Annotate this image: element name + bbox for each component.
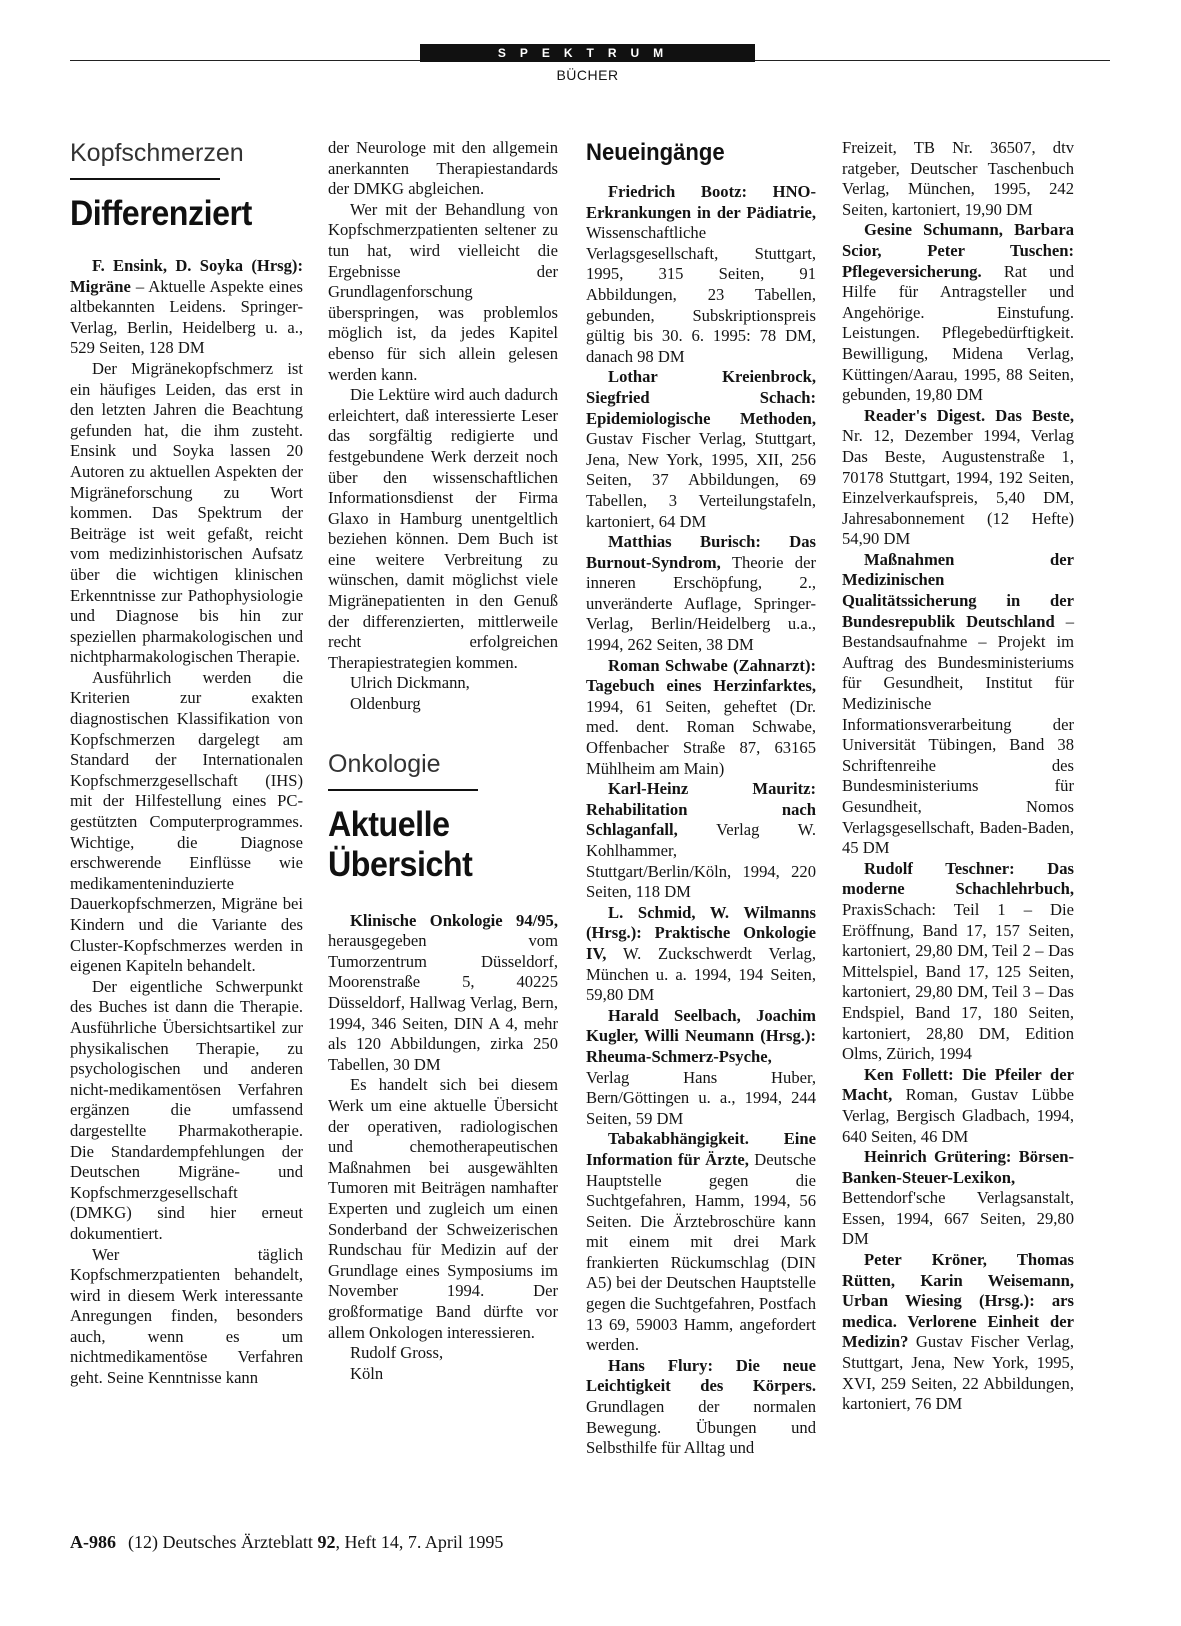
topic-label: Onkologie <box>328 749 441 778</box>
book-entry-details: Roman, Gustav Lübbe Verlag, Bergisch Gladbach, 1994, 640 Seiten, 46 DM <box>842 1085 1074 1146</box>
book-reference-bold: F. Ensink, D. Soyka (Hrsg): Migräne <box>70 256 303 296</box>
book-entry-title: Rudolf Teschner: Das moderne Schachlehrbuch, <box>842 858 1074 899</box>
column-4 <box>842 138 1074 1415</box>
book-entry-details: Gustav Fischer Verlag, Stuttgart, Jena, New York, 1995, XII, 256 Seiten, 37 Abbildungen, 69 Tabellen, 3 Verteilungstafeln, kartoniert, 64 DM <box>586 429 816 531</box>
book-entry-details: Verlag Hans Huber, Bern/Göttingen u. a., 1994, 244 Seiten, 59 DM <box>586 1067 816 1128</box>
book-entry-details: Theorie der inneren Erschöpfung, 2., unveränderte Auflage, Springer-Verlag, Berlin/Heidelberg u.a., 1994, 262 Seiten, 38 DM <box>586 552 816 655</box>
entry-continuation: Freizeit, TB Nr. 36507, dtv ratgeber, Deutscher Taschenbuch Verlag, München, 1995, 242 Seiten, kartoniert, 19,90 DM <box>842 138 1074 219</box>
book-entry <box>842 859 1074 1065</box>
book-entry-details: Nr. 12, Dezember 1994, Verlag Das Beste, Augustenstraße 1, 70178 Stuttgart, 1994, 192 Seiten, Einzelverkaufspreis, 5,40 DM, Jahresabonnement (12 Hefte) 54,90 DM <box>842 426 1074 549</box>
topic-label: Kopfschmerzen <box>70 139 244 167</box>
book-entry-details: Verlag W. Kohlhammer, Stuttgart/Berlin/Köln, 1994, 220 Seiten, 118 DM <box>586 820 816 902</box>
column-1 <box>70 138 303 1389</box>
neueingaenge-list-continued <box>842 220 1074 1414</box>
book-entry <box>842 406 1074 550</box>
book-entry-title: Hans Flury: Die neue Leichtigkeit des Körpers. <box>586 1355 816 1396</box>
book-entry-title: Maßnahmen der Medizinischen Qualitätssicherung in der Bundesrepublik Deutschland <box>842 549 1074 631</box>
article-headline: Differenziert <box>70 194 252 233</box>
book-entry-title: Friedrich Bootz: HNO-Erkrankungen in der Pädiatrie, <box>586 182 816 222</box>
book-reference <box>328 911 558 1076</box>
section-label: BÜCHER <box>556 67 619 83</box>
book-entry-details: Grundlagen der normalen Bewegung. Übungen und Selbsthilfe für Alltag und <box>586 1397 816 1458</box>
book-entry-details: 1994, 61 Seiten, geheftet (Dr. med. dent. Roman Schwabe, Offenbacher Straße 87, 63165 Mühlheim am Main) <box>586 696 816 778</box>
book-entry-details: PraxisSchach: Teil 1 – Die Eröffnung, Band 17, 157 Seiten, kartoniert, 29,80 DM, Teil 2 – Das Mittelspiel, Band 17, 125 Seiten, kartoniert, 29,80 DM, Teil 3 – Das Endspiel, Band 17, 180 Seiten, kartoniert, 28,80 DM, Edition Olms, Zürich, 1994 <box>842 899 1074 1064</box>
book-entry-title: Reader's Digest. Das Beste, <box>864 405 1074 425</box>
book-reference-rest: herausgegeben vom Tumorzentrum Düsseldorf, Moorenstraße 5, 40225 Düsseldorf, Hallwag Verlag, Bern, 1994, 346 Seiten, DIN A 4, mehr als 120 Abbildungen, zirka 250 Tabellen, 30 DM <box>328 931 558 1074</box>
paragraph: Wer mit der Behandlung von Kopfschmerzpatienten seltener zu tun hat, wird vielleicht die Ergebnisse der Grundlagenforschung überspringen, was problemlos möglich ist, da jedes Kapitel ebenso für sich allein gelesen werden kann. <box>328 199 558 384</box>
volume-number: 92 <box>317 1532 336 1552</box>
issue-text-post: , Heft 14, 7. April 1995 <box>335 1532 504 1552</box>
book-entry <box>842 550 1074 859</box>
issue-text-pre: (12) Deutsches Ärzteblatt <box>128 1532 318 1552</box>
page-number: A-986 <box>70 1532 116 1552</box>
section-kicker: SPEKTRUM <box>420 44 755 62</box>
paragraph: Die Lektüre wird auch dadurch erleichtert, daß interessierte Leser das sorgfältig redigierte und festgebundene Werk derzeit noch über den wissenschaftlichen Informationsdienst der Firma Glaxo in Hamburg unentgeltlich beziehen können. Dem Buch ist eine weitere Verbreitung zu wünschen, damit möglichst viele Migränepatienten in den Genuß der differenzierten, mittlerweile recht erfolgreichen Therapiestrategien kommen. <box>328 385 558 672</box>
book-entry-title: L. Schmid, W. Wilmanns (Hrsg.): Praktische Onkologie IV, <box>586 902 816 963</box>
page-footer <box>70 1532 503 1553</box>
book-entry <box>586 1356 816 1459</box>
book-reference-bold: Klinische Onkologie 94/95, <box>350 910 558 930</box>
book-entry <box>586 182 816 367</box>
book-entry <box>586 779 816 903</box>
paragraph: Der eigentliche Schwerpunkt des Buches ist dann die Therapie. Ausführliche Übersichtsartikel zur physikalischen Therapie, zu psychologischen und anderen nicht-medikamentösen Verfahren ergänzen die umfassend dargestellte Pharmakotherapie. Die Standardempfehlungen der Deutschen Migräne- und Kopfschmerzgesellschaft (DMKG) sind hier erneut dokumentiert. <box>70 976 303 1243</box>
book-entry <box>586 1129 816 1356</box>
book-entry <box>842 220 1074 405</box>
book-entry-title: Roman Schwabe (Zahnarzt): Tagebuch eines Herzinfarktes, <box>586 655 816 696</box>
topic-rule <box>70 178 220 180</box>
book-entry-title: Matthias Burisch: Das Burnout-Syndrom, <box>586 532 816 572</box>
book-reference-rest: – Aktuelle Aspekte eines altbekannten Leidens. Springer-Verlag, Berlin, Heidelberg u. a., 529 Seiten, 128 DM <box>70 276 303 358</box>
book-entry <box>586 367 816 532</box>
book-reference <box>70 256 303 359</box>
book-entry-details: Bettendorf'sche Verlagsanstalt, Essen, 1994, 667 Seiten, 29,80 DM <box>842 1188 1074 1249</box>
author-city: Oldenburg <box>350 694 421 714</box>
book-entry-details: Rat und Hilfe für Antragsteller und Angehörige. Einstufung. Leistungen. Pflegebedürftigkeit. Bewilligung, Midena Verlag, Küttingen/Aarau, 1995, 88 Seiten, gebunden, 19,80 DM <box>842 261 1074 405</box>
article-headline <box>328 805 540 885</box>
author-name: Rudolf Gross, <box>350 1343 444 1363</box>
book-entry <box>842 1147 1074 1250</box>
column-2 <box>328 138 558 1384</box>
book-entry-title: Peter Kröner, Thomas Rütten, Karin Weisemann, Urban Wiesing (Hrsg.): ars medica. Verlorene Einheit der Medizin? <box>842 1250 1074 1352</box>
book-entry-details: Wissenschaftliche Verlagsgesellschaft, Stuttgart, 1995, 315 Seiten, 91 Abbildungen, 23 Tabellen, gebunden, Subskriptionspreis gültig bis 30. 6. 1995: 78 DM, danach 98 DM <box>586 223 816 366</box>
paragraph: Es handelt sich bei diesem Werk um eine aktuelle Übersicht der operativen, radiologischen und chemotherapeutischen Maßnahmen bei ausgewählten Tumoren mit Beiträgen namhafter Experten und zugleich um einen Sonderband der Schweizerischen Rundschau für Medizin auf der Grundlage eines Symposiums im November 1994. Der großformatige Band dürfte vor allem Onkologen interessieren. <box>328 1075 558 1342</box>
book-entry-title: Harald Seelbach, Joachim Kugler, Willi Neumann (Hrsg.): Rheuma-Schmerz-Psyche, <box>586 1005 816 1066</box>
book-entry-title: Lothar Kreienbrock, Siegfried Schach: Epidemiologische Methoden, <box>586 367 816 428</box>
book-entry <box>586 903 816 1006</box>
book-entry-details: – Bestandsaufnahme – Projekt im Auftrag des Bundesministeriums für Gesundheit, Institut für Medizinische Informationsverarbeitung der Universität Tübingen, Band 38 Schriftenreihe des Bundesministeriums für Gesundheit, Nomos Verlagsgesellschaft, Baden-Baden, 45 DM <box>842 611 1074 858</box>
book-entry-details: W. Zuckschwerdt Verlag, München u. a. 1994, 194 Seiten, 59,80 DM <box>586 943 816 1005</box>
book-entry-details: Deutsche Hauptstelle gegen die Suchtgefahren, Hamm, 1994, 56 Seiten. Die Ärztebroschüre kann mit einem mit drei Mark frankierten Rückumschlag (DIN A5) bei der Deutschen Hauptstelle gegen die Suchtgefahren, Postfach 13 69, 59003 Hamm, angefordert werden. <box>586 1149 817 1355</box>
paragraph: der Neurologe mit den allgemein anerkannten Therapiestandards der DMKG abgleichen. <box>328 138 558 199</box>
topic-rule <box>328 789 478 791</box>
book-entry-title: Gesine Schumann, Barbara Scior, Peter Tuschen: Pflegeversicherung. <box>842 220 1074 281</box>
headline-line-2: Übersicht <box>328 844 473 884</box>
paragraph: Der Migränekopfschmerz ist ein häufiges Leiden, das erst in den letzten Jahren die Beachtung gefunden hat, die ihm zusteht. Ensink und Soyka lassen 20 Autoren zu aktuellen Aspekten der Migräneforschung zu Wort kommen. Das Spektrum der Beiträge ist weit gefaßt, reicht vom medizinhistorischen Aufsatz über die wichtigen klinischen Erkenntnisse zur Pathophysiologie und Diagnose bis hin zur speziellen pharmakologischen und nichtpharmakologischen Therapie. <box>70 358 303 667</box>
article-2 <box>328 749 558 1385</box>
column-3 <box>586 138 816 1459</box>
book-entry-title: Heinrich Grütering: Börsen-Banken-Steuer-Lexikon, <box>842 1147 1074 1187</box>
book-entry-details: Gustav Fischer Verlag, Stuttgart, Jena, New York, 1995, XVI, 259 Seiten, 22 Abbildungen, kartoniert, 76 DM <box>842 1332 1074 1414</box>
author-city: Köln <box>350 1363 384 1383</box>
book-entry <box>586 656 816 780</box>
neueingaenge-heading: Neueingänge <box>586 139 725 166</box>
book-entry-title: Karl-Heinz Mauritz: Rehabilitation nach Schlaganfall, <box>586 779 816 840</box>
book-entry <box>842 1250 1074 1415</box>
book-entry <box>586 1006 816 1130</box>
paragraph: Ausführlich werden die Kriterien zur exakten diagnostischen Klassifikation von Kopfschmerzen dargelegt am Standard der Internationalen Kopfschmerzgesellschaft (IHS) mit der Hilfestellung eines PC-gestützten Computerprogrammes. Wichtige, die Diagnose erschwerende Einflüsse wie medikamenteninduzierte Dauerkopfschmerzen, Migräne bei Kindern und die Variante des Cluster-Kopfschmerzes werden in eigenen Kapiteln behandelt. <box>70 667 303 976</box>
book-entry-title: Ken Follett: Die Pfeiler der Macht, <box>842 1064 1074 1105</box>
book-entry-title: Tabakabhängigkeit. Eine Information für Ärzte, <box>586 1129 816 1169</box>
neueingaenge-list <box>586 182 816 1459</box>
book-entry <box>842 1065 1074 1147</box>
book-entry <box>586 532 816 656</box>
paragraph: Wer täglich Kopfschmerzpatienten behandelt, wird in diesem Werk interessante Anregungen finden, besonders auch, wenn es um nichtmedikamentöse Verfahren geht. Seine Kenntnisse kann <box>70 1244 303 1388</box>
headline-line-1: Aktuelle <box>328 804 450 844</box>
author-name: Ulrich Dickmann, <box>350 673 470 693</box>
